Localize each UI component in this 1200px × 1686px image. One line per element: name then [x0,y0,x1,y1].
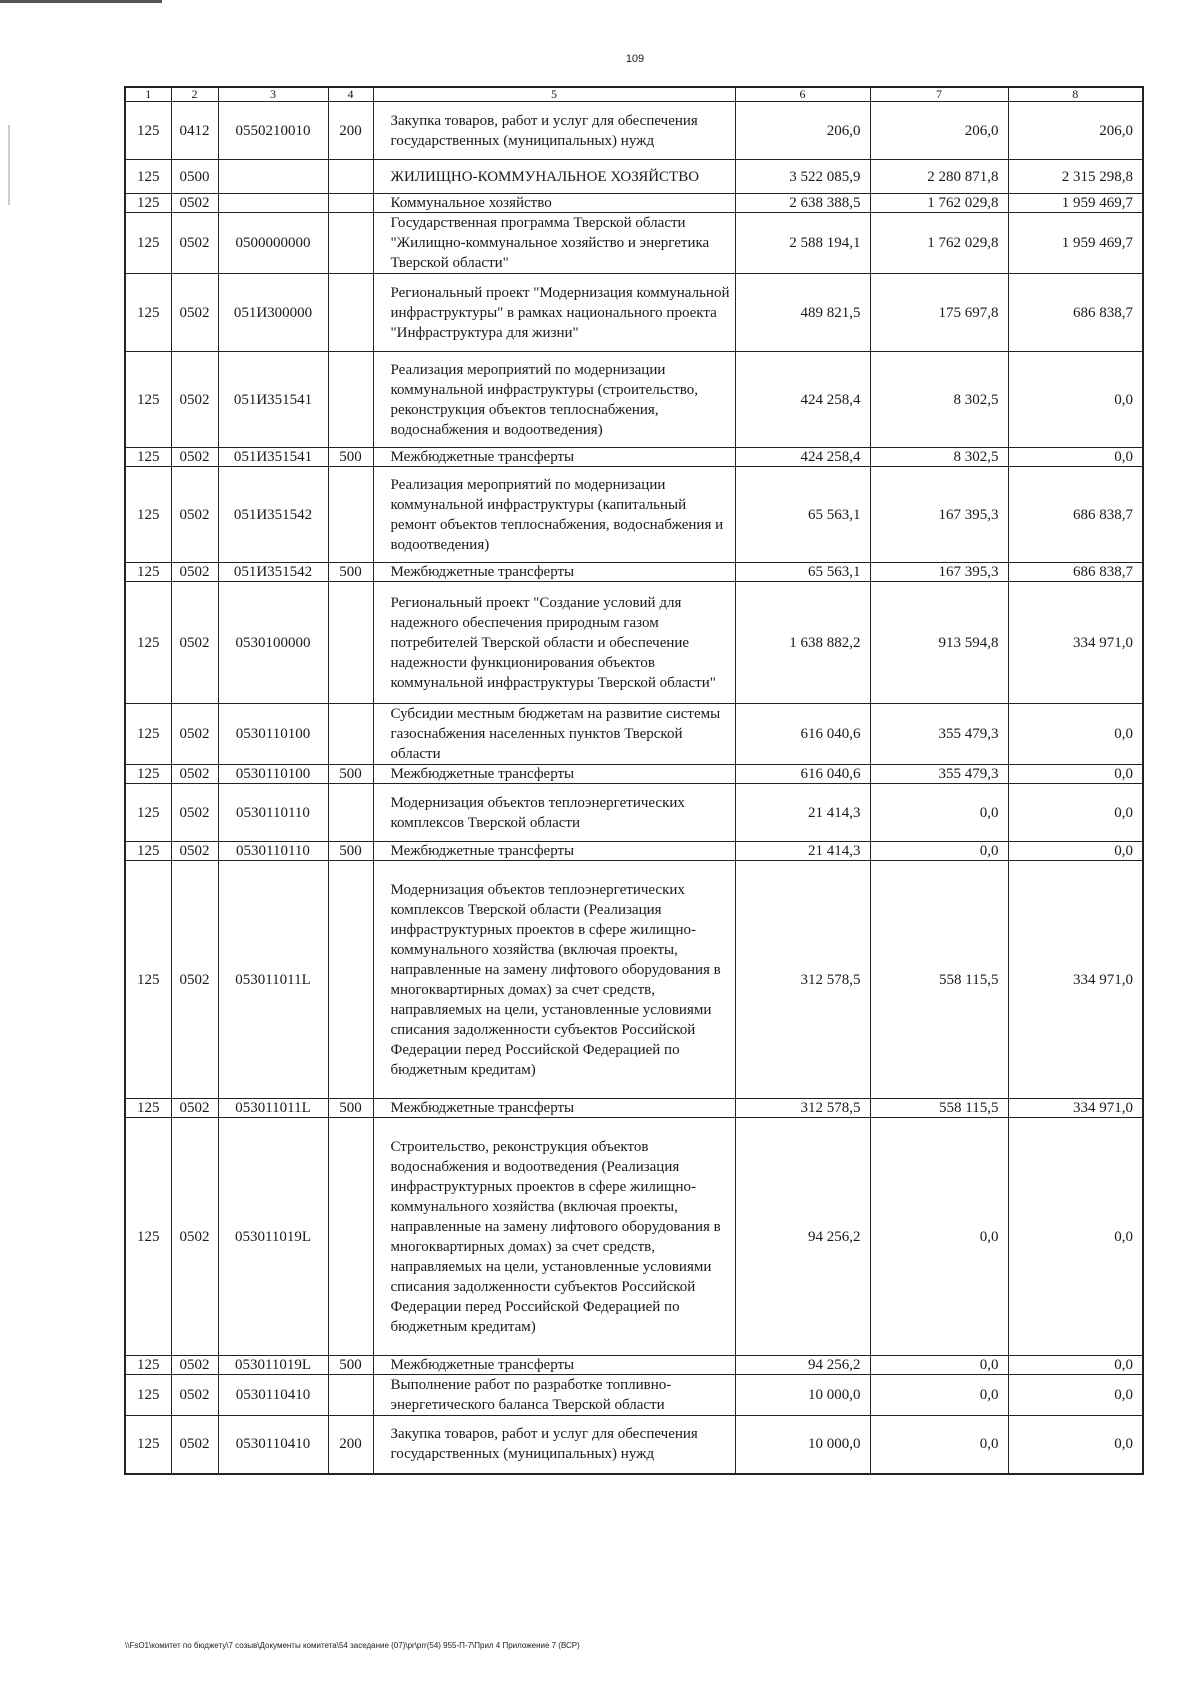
table-row [125,1118,1143,1356]
cell-col1: 125 [125,1375,171,1416]
cell-col7-value: 167 395,3 [870,563,1008,582]
cell-col2: 0502 [171,842,218,861]
budget-table [124,86,1144,1475]
cell-col4 [328,467,373,563]
column-header-row [125,87,1143,102]
cell-col8-value: 0,0 [1008,448,1143,467]
cell-col1: 125 [125,102,171,160]
cell-col7-value: 1 762 029,8 [870,213,1008,274]
cell-col8-value: 0,0 [1008,1356,1143,1375]
cell-col7-value: 175 697,8 [870,274,1008,352]
cell-col3: 051И351542 [218,467,328,563]
cell-col4 [328,861,373,1099]
cell-description: Закупка товаров, работ и услуг для обеспечения государственных (муниципальных) нужд [373,102,735,160]
cell-col3: 0530110100 [218,704,328,765]
cell-col3: 053011019L [218,1356,328,1375]
cell-col8-value: 0,0 [1008,704,1143,765]
table-row [125,448,1143,467]
cell-description: Межбюджетные трансферты [373,765,735,784]
cell-col7-value: 355 479,3 [870,765,1008,784]
table-body [125,87,1143,1474]
column-header: 1 [125,87,171,102]
cell-col2: 0502 [171,274,218,352]
table-row [125,563,1143,582]
cell-col6-value: 94 256,2 [735,1118,870,1356]
cell-col4 [328,213,373,274]
cell-col6-value: 312 578,5 [735,861,870,1099]
cell-description: Реализация мероприятий по модернизации коммунальной инфраструктуры (капитальный ремонт объектов теплоснабжения, водоснабжения и водоотведения) [373,467,735,563]
cell-col4 [328,352,373,448]
table-row [125,1416,1143,1474]
cell-col8-value: 686 838,7 [1008,563,1143,582]
cell-col2: 0502 [171,1356,218,1375]
cell-description: Модернизация объектов теплоэнергетических комплексов Тверской области [373,784,735,842]
cell-col2: 0502 [171,861,218,1099]
cell-col2: 0502 [171,1375,218,1416]
cell-col7-value: 0,0 [870,1356,1008,1375]
cell-col7-value: 167 395,3 [870,467,1008,563]
cell-col6-value: 65 563,1 [735,467,870,563]
cell-col3: 0530110410 [218,1375,328,1416]
cell-col4 [328,274,373,352]
cell-col1: 125 [125,1118,171,1356]
cell-col3: 0530110110 [218,784,328,842]
cell-col4 [328,582,373,704]
cell-description: Выполнение работ по разработке топливно-энергетического баланса Тверской области [373,1375,735,1416]
table-row [125,274,1143,352]
cell-col6-value: 489 821,5 [735,274,870,352]
cell-col2: 0502 [171,704,218,765]
cell-col4: 500 [328,1356,373,1375]
table-row [125,582,1143,704]
cell-description: Межбюджетные трансферты [373,1099,735,1118]
cell-col1: 125 [125,1356,171,1375]
cell-col7-value: 0,0 [870,1416,1008,1474]
table-row [125,784,1143,842]
cell-col6-value: 3 522 085,9 [735,160,870,194]
cell-col4: 500 [328,448,373,467]
cell-col4: 500 [328,1099,373,1118]
cell-col6-value: 21 414,3 [735,784,870,842]
cell-col1: 125 [125,784,171,842]
table-row [125,1356,1143,1375]
cell-col8-value: 0,0 [1008,1416,1143,1474]
cell-col8-value: 0,0 [1008,784,1143,842]
cell-col6-value: 206,0 [735,102,870,160]
cell-col4 [328,784,373,842]
cell-col7-value: 0,0 [870,784,1008,842]
cell-col8-value: 2 315 298,8 [1008,160,1143,194]
cell-col8-value: 0,0 [1008,352,1143,448]
column-header: 4 [328,87,373,102]
cell-col8-value: 0,0 [1008,1118,1143,1356]
cell-col8-value: 1 959 469,7 [1008,194,1143,213]
cell-col6-value: 94 256,2 [735,1356,870,1375]
footer-file-path: \\FsO1\комитет по бюджету\7 созыв\Документы комитета\54 заседание (07)\pr\prr(54) 955-П-7\Прил 4 Приложение 7 (ВСР) [125,1641,580,1650]
cell-description: ЖИЛИЩНО-КОММУНАЛЬНОЕ ХОЗЯЙСТВО [373,160,735,194]
cell-col1: 125 [125,582,171,704]
cell-col6-value: 65 563,1 [735,563,870,582]
table-row [125,213,1143,274]
table-row [125,102,1143,160]
cell-col3: 0530110110 [218,842,328,861]
table-row [125,704,1143,765]
cell-description: Межбюджетные трансферты [373,448,735,467]
column-header: 8 [1008,87,1143,102]
table-row [125,765,1143,784]
cell-col7-value: 355 479,3 [870,704,1008,765]
cell-col8-value: 0,0 [1008,765,1143,784]
cell-description: Государственная программа Тверской области "Жилищно-коммунальное хозяйство и энергетика Тверской области" [373,213,735,274]
cell-col1: 125 [125,352,171,448]
cell-col4: 200 [328,1416,373,1474]
cell-col2: 0502 [171,448,218,467]
cell-col6-value: 312 578,5 [735,1099,870,1118]
cell-col4 [328,704,373,765]
cell-col3 [218,194,328,213]
cell-col6-value: 616 040,6 [735,704,870,765]
cell-col7-value: 0,0 [870,842,1008,861]
cell-description: Закупка товаров, работ и услуг для обеспечения государственных (муниципальных) нужд [373,1416,735,1474]
cell-col3: 053011011L [218,861,328,1099]
cell-col2: 0502 [171,1416,218,1474]
cell-col7-value: 1 762 029,8 [870,194,1008,213]
cell-col7-value: 8 302,5 [870,448,1008,467]
cell-col6-value: 2 638 388,5 [735,194,870,213]
cell-col1: 125 [125,704,171,765]
cell-col2: 0502 [171,582,218,704]
cell-col8-value: 1 959 469,7 [1008,213,1143,274]
cell-description: Региональный проект "Создание условий для надежного обеспечения природным газом потребителей Тверской области и обеспечение надежности функционирования объектов коммунальной инфраструктуры Тверской области" [373,582,735,704]
scan-mark [8,125,10,205]
cell-col1: 125 [125,194,171,213]
cell-col7-value: 913 594,8 [870,582,1008,704]
cell-col3: 051И351541 [218,448,328,467]
cell-col6-value: 424 258,4 [735,448,870,467]
cell-col7-value: 8 302,5 [870,352,1008,448]
column-header: 5 [373,87,735,102]
cell-col6-value: 21 414,3 [735,842,870,861]
cell-col8-value: 686 838,7 [1008,467,1143,563]
cell-col4 [328,1375,373,1416]
cell-col6-value: 10 000,0 [735,1416,870,1474]
cell-col2: 0502 [171,467,218,563]
cell-col6-value: 2 588 194,1 [735,213,870,274]
cell-col3: 051И300000 [218,274,328,352]
column-header: 7 [870,87,1008,102]
cell-col2: 0502 [171,1118,218,1356]
cell-col1: 125 [125,274,171,352]
column-header: 6 [735,87,870,102]
cell-col4 [328,194,373,213]
cell-col6-value: 1 638 882,2 [735,582,870,704]
cell-col2: 0412 [171,102,218,160]
table-row [125,842,1143,861]
cell-col2: 0502 [171,194,218,213]
cell-col2: 0502 [171,784,218,842]
cell-col1: 125 [125,861,171,1099]
cell-col1: 125 [125,1416,171,1474]
cell-col1: 125 [125,765,171,784]
cell-col3: 0530110410 [218,1416,328,1474]
cell-col4 [328,160,373,194]
cell-description: Региональный проект "Модернизация коммунальной инфраструктуры" в рамках национального проекта "Инфраструктура для жизни" [373,274,735,352]
cell-description: Строительство, реконструкция объектов водоснабжения и водоотведения (Реализация инфраструктурных проектов в сфере жилищно-коммунального хозяйства (включая проекты, направленные на замену лифтового оборудования в многоквартирных домах) за счет средств, направляемых на цели, установленные условиями списания задолженности субъектов Российской Федерации перед Российской Федерацией по бюджетным кредитам) [373,1118,735,1356]
cell-col3: 0550210010 [218,102,328,160]
cell-col1: 125 [125,213,171,274]
cell-description: Межбюджетные трансферты [373,1356,735,1375]
cell-col8-value: 206,0 [1008,102,1143,160]
table-row [125,1099,1143,1118]
cell-col7-value: 206,0 [870,102,1008,160]
cell-col3: 0530110100 [218,765,328,784]
cell-col8-value: 0,0 [1008,1375,1143,1416]
cell-col3: 051И351542 [218,563,328,582]
cell-col4: 200 [328,102,373,160]
cell-col4 [328,1118,373,1356]
cell-col1: 125 [125,448,171,467]
cell-col3: 051И351541 [218,352,328,448]
cell-col7-value: 558 115,5 [870,861,1008,1099]
table-row [125,467,1143,563]
cell-description: Модернизация объектов теплоэнергетических комплексов Тверской области (Реализация инфраструктурных проектов в сфере жилищно-коммунального хозяйства (включая проекты, направленные на замену лифтового оборудования в многоквартирных домах) за счет средств, направляемых на цели, установленные условиями списания задолженности субъектов Российской Федерации перед Российской Федерацией по бюджетным кредитам) [373,861,735,1099]
cell-col8-value: 334 971,0 [1008,1099,1143,1118]
cell-col1: 125 [125,160,171,194]
cell-col4: 500 [328,563,373,582]
cell-col4: 500 [328,765,373,784]
column-header: 3 [218,87,328,102]
table-row [125,861,1143,1099]
cell-col6-value: 424 258,4 [735,352,870,448]
cell-col3 [218,160,328,194]
cell-col2: 0502 [171,1099,218,1118]
cell-description: Коммунальное хозяйство [373,194,735,213]
cell-col2: 0502 [171,563,218,582]
cell-col3: 053011019L [218,1118,328,1356]
cell-col1: 125 [125,467,171,563]
cell-col2: 0500 [171,160,218,194]
table-row [125,194,1143,213]
cell-col8-value: 334 971,0 [1008,861,1143,1099]
cell-col3: 0500000000 [218,213,328,274]
table-row [125,352,1143,448]
cell-col3: 0530100000 [218,582,328,704]
cell-description: Реализация мероприятий по модернизации коммунальной инфраструктуры (строительство, реконструкция объектов теплоснабжения, водоснабжения и водоотведения) [373,352,735,448]
cell-col2: 0502 [171,213,218,274]
page-number: 109 [625,53,645,65]
cell-col4: 500 [328,842,373,861]
top-edge-line [0,0,162,3]
cell-col7-value: 558 115,5 [870,1099,1008,1118]
cell-col8-value: 0,0 [1008,842,1143,861]
cell-col2: 0502 [171,765,218,784]
cell-col8-value: 686 838,7 [1008,274,1143,352]
cell-description: Межбюджетные трансферты [373,563,735,582]
table-row [125,160,1143,194]
cell-col7-value: 0,0 [870,1375,1008,1416]
cell-description: Субсидии местным бюджетам на развитие системы газоснабжения населенных пунктов Тверской области [373,704,735,765]
cell-col6-value: 10 000,0 [735,1375,870,1416]
column-header: 2 [171,87,218,102]
cell-col1: 125 [125,842,171,861]
cell-col7-value: 0,0 [870,1118,1008,1356]
cell-col8-value: 334 971,0 [1008,582,1143,704]
cell-col7-value: 2 280 871,8 [870,160,1008,194]
cell-description: Межбюджетные трансферты [373,842,735,861]
cell-col1: 125 [125,563,171,582]
table-row [125,1375,1143,1416]
cell-col2: 0502 [171,352,218,448]
cell-col1: 125 [125,1099,171,1118]
cell-col3: 053011011L [218,1099,328,1118]
cell-col6-value: 616 040,6 [735,765,870,784]
